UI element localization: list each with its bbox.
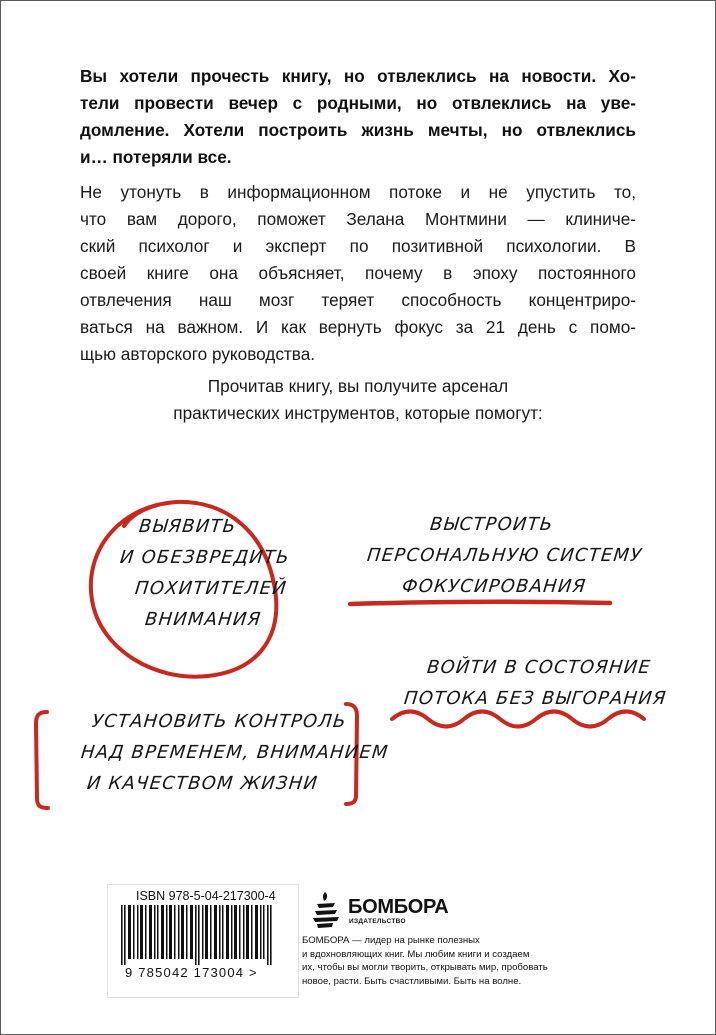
- body-line: Не утонуть в информационном потоке и не упустить то,: [80, 182, 636, 202]
- body-line: своей книге она объясняет, почему в эпоху постоянного: [80, 263, 636, 283]
- control-benefit-line: НАД ВРЕМЕНЕМ, ВНИМАНИЕМ: [79, 742, 390, 763]
- publisher-desc-line: БОМБОРА — лидер на рынке полезных: [302, 935, 480, 946]
- lead-line: и… потеряли все.: [80, 147, 232, 167]
- circle-benefit-line: ВНИМАНИЯ: [143, 609, 263, 630]
- publisher-name: БОМБОРА: [348, 896, 449, 918]
- system-benefit-line: ВЫСТРОИТЬ: [428, 514, 555, 535]
- system-benefit-line: ФОКУСИРОВАНИЯ: [400, 576, 588, 597]
- body-line: ваться на важном. И как вернуть фокус за 21 день с помо-: [80, 317, 636, 337]
- publisher-desc-line: их, чтобы вы могли творить, открывать мир, пробовать: [302, 962, 548, 974]
- body-line: щью авторского руководства.: [80, 344, 316, 364]
- lead-line: тели провести вечер с родными, но отвлеклись на уве-: [80, 93, 636, 113]
- circle-benefit-line: ВЫЯВИТЬ: [137, 516, 238, 537]
- intro-line: Прочитав книгу, вы получите арсенал: [207, 376, 509, 396]
- control-benefit-line: УСТАНОВИТЬ КОНТРОЛЬ: [90, 711, 348, 732]
- lead-line: Вы хотели прочесть книгу, но отвлеклись на новости. Хо-: [80, 66, 636, 86]
- control-benefit-line: И КАЧЕСТВОМ ЖИЗНИ: [85, 773, 320, 794]
- publisher-logo-icon: [311, 890, 341, 930]
- system-benefit-line: ПЕРСОНАЛЬНУЮ СИСТЕМУ: [365, 545, 644, 566]
- red-left-bracket: [36, 712, 48, 808]
- isbn-label: ISBN 978-5-04-217300-4: [136, 889, 276, 903]
- body-line: ский психолог и эксперт по позитивной психологии. В: [80, 236, 636, 256]
- barcode-digits: 9 785042 173004 >: [125, 965, 258, 980]
- circle-benefit-line: И ОБЕЗВРЕДИТЬ: [118, 547, 291, 568]
- publisher-desc-line: и вдохновляющих книг. Мы любим книги и создаем: [302, 948, 530, 960]
- publisher-description: [302, 934, 562, 988]
- barcode-bars: [113, 905, 293, 965]
- publisher-desc-line: новое, расти. Быть счастливыми. Быть на волне.: [302, 975, 522, 987]
- flow-benefit-line: ПОТОКА БЕЗ ВЫГОРАНИЯ: [402, 688, 668, 709]
- body-line: что вам дорого, поможет Зелана Монтмини — клиниче-: [80, 209, 636, 229]
- circle-benefit-line: ПОХИТИТЕЛЕЙ: [133, 578, 289, 599]
- intro-line: практических инструментов, которые помогут:: [173, 403, 543, 423]
- publisher-subtitle: ИЗДАТЕЛЬСТВО: [349, 918, 406, 925]
- flow-benefit-line: ВОЙТИ В СОСТОЯНИЕ: [425, 657, 653, 678]
- red-underline-stroke: [350, 602, 610, 604]
- body-line: отвлечения наш мозг теряет способность концентриро-: [80, 290, 636, 310]
- lead-line: домление. Хотели построить жизнь мечты, но отвлеклись: [80, 120, 636, 140]
